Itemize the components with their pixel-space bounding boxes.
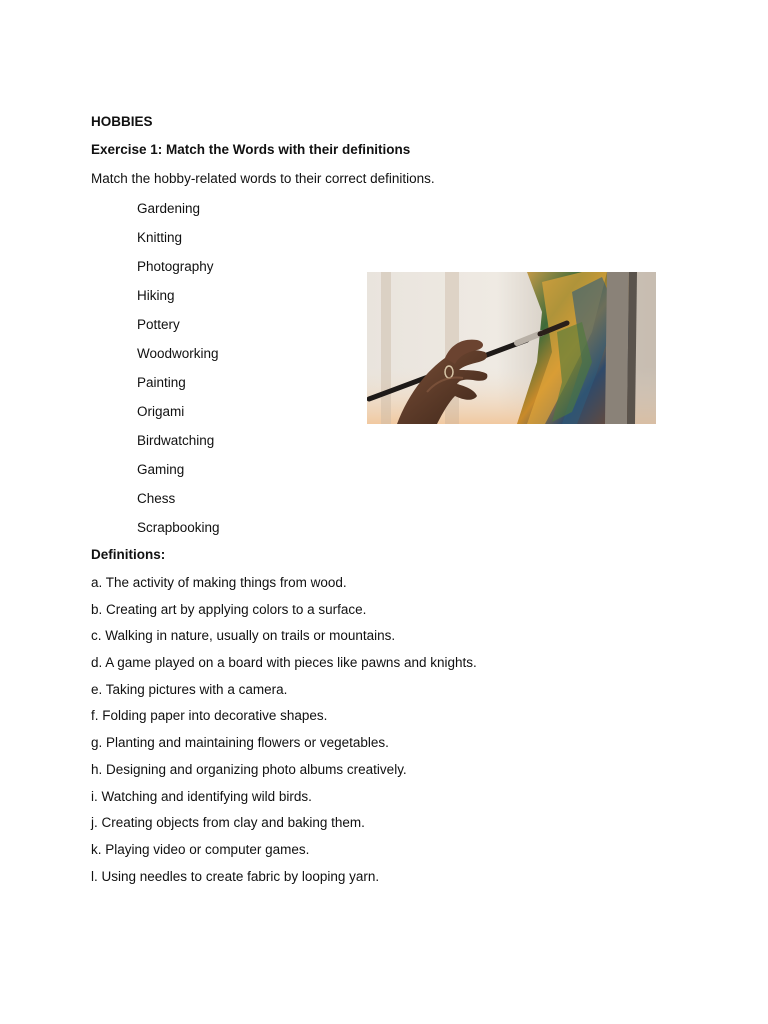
definition-item: k. Playing video or computer games. <box>91 841 310 857</box>
instructions-text: Match the hobby-related words to their correct definitions. <box>91 171 435 186</box>
hobby-word: Hiking <box>137 288 175 303</box>
definition-item: f. Folding paper into decorative shapes. <box>91 708 328 724</box>
definition-item: j. Creating objects from clay and baking them. <box>91 815 365 831</box>
definition-item: d. A game played on a board with pieces like pawns and knights. <box>91 655 477 671</box>
hobby-word: Chess <box>137 491 176 506</box>
hobby-word: Photography <box>137 259 214 274</box>
hobby-word: Scrapbooking <box>137 520 220 535</box>
hobby-word: Gardening <box>137 201 201 216</box>
definition-item: a. The activity of making things from wood. <box>91 575 347 590</box>
hobby-word: Knitting <box>137 230 183 245</box>
exercise-heading: Exercise 1: Match the Words with their definitions <box>91 142 411 157</box>
definitions-list <box>91 574 477 894</box>
document-title: HOBBIES <box>91 114 153 129</box>
definition-item: b. Creating art by applying colors to a surface. <box>91 601 367 617</box>
hobby-word: Origami <box>137 404 185 419</box>
paintbrush-hand-image <box>367 272 656 424</box>
hobby-word: Gaming <box>137 462 185 477</box>
hobby-word: Woodworking <box>137 346 219 361</box>
hobby-word: Birdwatching <box>137 433 215 448</box>
definition-item: g. Planting and maintaining flowers or vegetables. <box>91 735 389 751</box>
hobby-word: Painting <box>137 375 186 390</box>
definition-item: i. Watching and identifying wild birds. <box>91 788 312 804</box>
hobby-word: Pottery <box>137 317 180 332</box>
definition-item: e. Taking pictures with a camera. <box>91 681 288 697</box>
painting-photo <box>367 272 656 424</box>
definition-item: l. Using needles to create fabric by looping yarn. <box>91 868 380 884</box>
definitions-heading: Definitions: <box>91 547 166 562</box>
definition-item: c. Walking in nature, usually on trails or mountains. <box>91 628 396 644</box>
definition-item: h. Designing and organizing photo albums creatively. <box>91 761 407 777</box>
